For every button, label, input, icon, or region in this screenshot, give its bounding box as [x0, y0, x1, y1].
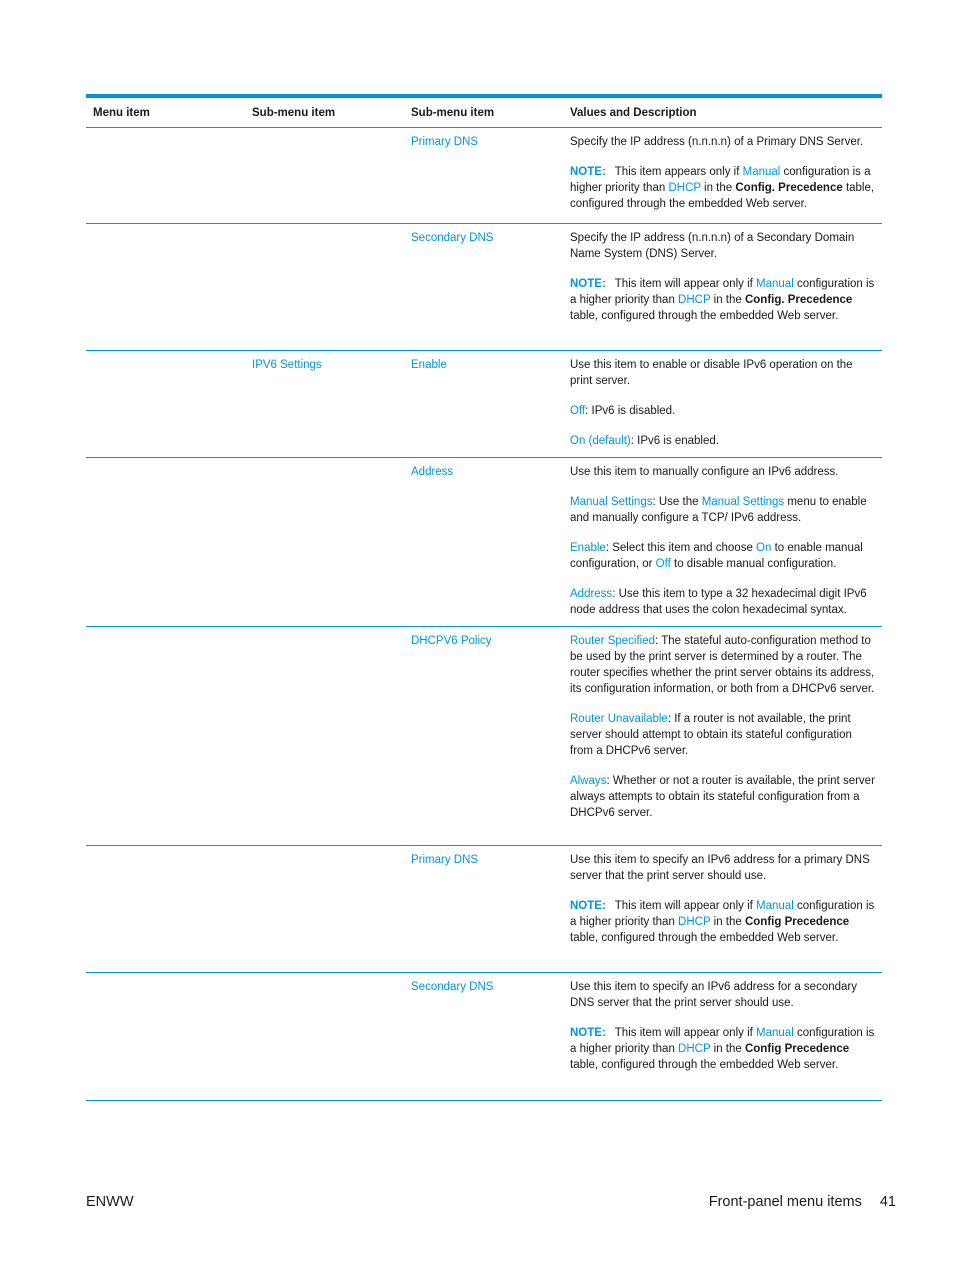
table-header	[86, 98, 882, 128]
ipv6-settings-link[interactable]: IPV6 Settings	[252, 359, 322, 371]
note: NOTE: This item will appear only if Manual configuration is a higher priority than DHCP in the Config. Precedence table, configured through the embedded Web server.	[570, 278, 875, 322]
off-link[interactable]: Off	[570, 405, 586, 417]
manual-link[interactable]: Manual	[756, 900, 794, 912]
header-menu-item: Menu item	[93, 106, 150, 119]
table-row	[86, 627, 882, 846]
description-cell: Use this item to specify an IPv6 address for a primary DNS server that the print server should use. NOTE: This item will appear only if Manual configuration is a higher priority than DHCP in the Config Precedence table, configured through the embedded Web server.	[563, 852, 882, 946]
dhcp-link[interactable]: DHCP	[678, 916, 711, 928]
primary-dns-link[interactable]: Primary DNS	[411, 854, 479, 866]
manual-settings-menu-link[interactable]: Manual Settings	[701, 496, 785, 508]
manual-link[interactable]: Manual	[756, 278, 794, 290]
table-row	[86, 224, 882, 351]
footer-page-info	[709, 1194, 896, 1210]
menu-table	[86, 94, 882, 1101]
enable-option-link[interactable]: Enable	[570, 542, 606, 554]
footer-section-title: Front-panel menu items	[708, 1194, 862, 1210]
dhcp-link[interactable]: DHCP	[678, 294, 711, 306]
description-cell: Router Specified: The stateful auto-configuration method to be used by the print server is determined by a router. The router specifies whether the print server obtains its address, its configuration information, or both from a DHCPv6 server. Router Unavailable: If a router is not available, the print server should attempt to obtain its stateful configuration from a DHCPv6 server. Always: Whether or not a router is available, the print server always attempts to obtain its stateful configuration from a DHCPv6 server.	[570, 635, 875, 819]
primary-dns-link[interactable]: Primary DNS	[411, 136, 479, 148]
manual-link[interactable]: Manual	[742, 166, 781, 178]
table-row	[86, 973, 882, 1101]
header-sub-menu-item-2: Sub-menu item	[411, 106, 495, 119]
note: NOTE: This item will appear only if Manual configuration is a higher priority than DHCP in the Config Precedence table, configured through the embedded Web server.	[570, 900, 875, 944]
table-row	[86, 128, 882, 224]
description-cell: Use this item to specify an IPv6 address for a secondary DNS server that the print server should use. NOTE: This item will appear only if Manual configuration is a higher priority than DHCP in the Config Precedence table, configured through the embedded Web server.	[563, 979, 882, 1073]
dhcpv6-policy-link[interactable]: DHCPV6 Policy	[411, 635, 492, 647]
address-option-link[interactable]: Address	[570, 588, 613, 600]
router-specified-link[interactable]: Router Specified	[570, 635, 656, 647]
enable-link[interactable]: Enable	[411, 359, 447, 371]
dhcp-link[interactable]: DHCP	[678, 1043, 711, 1055]
on-link[interactable]: On	[756, 542, 772, 554]
footer-enww: ENWW	[86, 1194, 134, 1210]
header-sub-menu-item: Sub-menu item	[252, 106, 336, 119]
address-link[interactable]: Address	[411, 466, 454, 478]
note: NOTE: This item appears only if Manual configuration is a higher priority than DHCP in the Config. Precedence table, configured through the embedded Web server.	[570, 166, 875, 210]
on-default-link[interactable]: On (default)	[570, 435, 631, 447]
page-number: 41	[879, 1194, 896, 1210]
table-row	[86, 351, 882, 458]
secondary-dns-link[interactable]: Secondary DNS	[411, 981, 494, 993]
description-cell: Specify the IP address (n.n.n.n) of a Primary DNS Server. NOTE: This item appears only if Manual configuration is a higher priority than DHCP in the Config. Precedence table, configured through the embedded Web server.	[563, 134, 882, 212]
secondary-dns-link[interactable]: Secondary DNS	[411, 232, 494, 244]
off-link[interactable]: Off	[655, 558, 671, 570]
manual-settings-link[interactable]: Manual Settings	[570, 496, 653, 508]
table-row	[86, 846, 882, 973]
header-values-description: Values and Description	[570, 106, 697, 119]
always-link[interactable]: Always	[570, 775, 607, 787]
table-row	[86, 458, 882, 627]
note: NOTE: This item will appear only if Manual configuration is a higher priority than DHCP in the Config Precedence table, configured through the embedded Web server.	[570, 1027, 875, 1071]
description-cell: Use this item to manually configure an IPv6 address. Manual Settings: Use the Manual Settings menu to enable and manually configure a TCP/ IPv6 address. Enable: Select this item and choose On to enable manual configuration, or Off to disable manual configuration. Address: Use this item to type a 32 hexadecimal digit IPv6 node address that uses the colon hexadecimal syntax.	[570, 466, 867, 616]
description-cell: Use this item to enable or disable IPv6 operation on the print server. Off: IPv6 is disabled. On (default): IPv6 is enabled.	[570, 359, 853, 447]
router-unavailable-link[interactable]: Router Unavailable	[570, 713, 668, 725]
description-cell: Specify the IP address (n.n.n.n) of a Secondary Domain Name System (DNS) Server. NOTE: This item will appear only if Manual configuration is a higher priority than DHCP in the Config. Precedence table, configured through the embedded Web server.	[563, 230, 882, 324]
manual-link[interactable]: Manual	[756, 1027, 794, 1039]
dhcp-link[interactable]: DHCP	[668, 182, 701, 194]
